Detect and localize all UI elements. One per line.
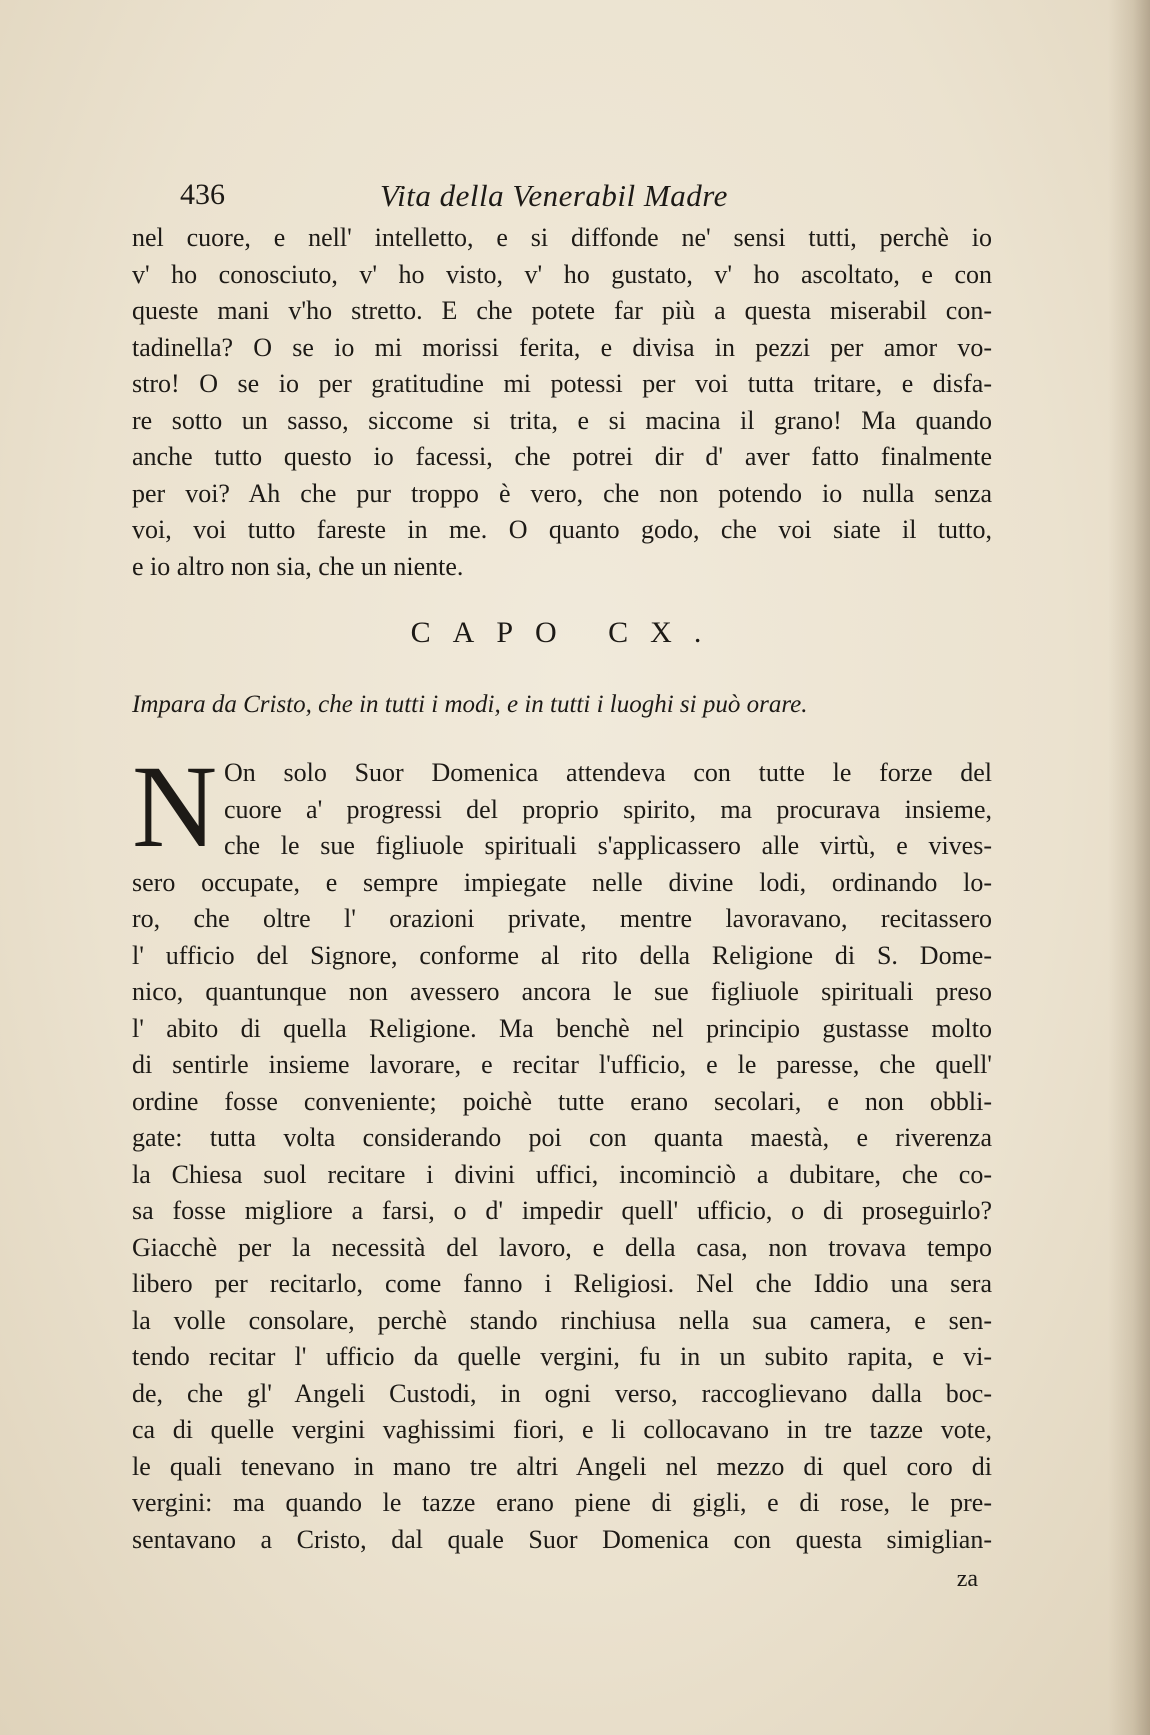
- text-line: e io altro non sia, che un niente.: [132, 551, 464, 581]
- text-line: cuore a' progressi del proprio spirito, ma procurava insieme,: [224, 794, 992, 824]
- running-title: Vita della Venerabil Madre: [380, 178, 728, 213]
- opening-paragraph: [132, 220, 992, 585]
- text-line: la Chiesa suol recitare i divini uffici, incominciò a dubitare, che co-: [132, 1159, 992, 1189]
- chapter-heading: CAPO CX.: [410, 616, 724, 649]
- text-line: le quali tenevano in mano tre altri Angeli nel mezzo di quel coro di: [132, 1451, 992, 1481]
- text-line: vergini: ma quando le tazze erano piene di gigli, e di rose, le pre-: [132, 1488, 992, 1517]
- text-line: gate: tutta volta considerando poi con quanta maestà, e riverenza: [132, 1123, 992, 1152]
- text-line: l' abito di quella Religione. Ma benchè nel principio gustasse molto: [132, 1013, 992, 1043]
- text-line: ca di quelle vergini vaghissimi fiori, e li collocavano in tre tazze vote,: [132, 1415, 992, 1444]
- text-line: la volle consolare, perchè stando rinchiusa nella sua camera, e sen-: [132, 1305, 992, 1335]
- text-line: On solo Suor Domenica attendeva con tutte le forze del: [224, 758, 992, 787]
- text-line: stro! O se io per gratitudine mi potessi per voi tutta tritare, e disfa-: [132, 369, 992, 398]
- chapter-subtitle: Impara da Cristo, che in tutti i modi, e in tutti i luoghi si può orare.: [132, 691, 808, 718]
- text-line: ro, che oltre l' orazioni private, mentre lavoravano, recitassero: [132, 904, 992, 933]
- drop-cap: N: [132, 741, 218, 872]
- text-line: ordine fosse conveniente; poichè tutte erano secolari, e non obbli-: [132, 1086, 992, 1116]
- running-head: [132, 178, 992, 220]
- book-page: [132, 178, 992, 1596]
- text-line: libero per recitarlo, come fanno i Religiosi. Nel che Iddio una sera: [132, 1269, 992, 1298]
- text-line: sa fosse migliore a farsi, o d' impedir quell' ufficio, o di proseguirlo?: [132, 1196, 992, 1225]
- text-line: anche tutto questo io facessi, che potrei dir d' aver fatto finalmente: [132, 442, 992, 471]
- text-line: per voi? Ah che pur troppo è vero, che non potendo io nulla senza: [132, 478, 992, 508]
- text-line: l' ufficio del Signore, conforme al rito della Religione di S. Dome-: [132, 940, 992, 970]
- text-line: sentavano a Cristo, dal quale Suor Domenica con questa simiglian-: [132, 1524, 992, 1554]
- text-line: queste mani v'ho stretto. E che potete far più a questa miserabil con-: [132, 296, 992, 325]
- text-line: di sentirle insieme lavorare, e recitar l'ufficio, e le paresse, che quell': [132, 1050, 992, 1079]
- text-line: voi, voi tutto fareste in me. O quanto godo, che voi siate il tutto,: [132, 515, 992, 544]
- text-line: Giacchè per la necessità del lavoro, e della casa, non trovava tempo: [132, 1232, 992, 1262]
- page-edge-shadow: [1108, 0, 1150, 1735]
- chapter-body: [132, 741, 992, 1558]
- text-line: de, che gl' Angeli Custodi, in ogni verso, raccoglievano dalla boc-: [132, 1378, 992, 1408]
- text-line: tadinella? O se io mi morissi ferita, e divisa in pezzi per amor vo-: [132, 332, 992, 362]
- text-line: v' ho conosciuto, v' ho visto, v' ho gustato, v' ho ascoltato, e con: [132, 259, 992, 289]
- text-line: che le sue figliuole spirituali s'applicassero alle virtù, e vives-: [224, 831, 992, 860]
- catchword: za: [956, 1566, 978, 1592]
- text-line: re sotto un sasso, siccome si trita, e si macina il grano! Ma quando: [132, 405, 992, 435]
- text-line: tendo recitar l' ufficio da quelle vergini, fu in un subito rapita, e vi-: [132, 1342, 992, 1371]
- text-line: nel cuore, e nell' intelletto, e si diffonde ne' sensi tutti, perchè io: [132, 223, 992, 252]
- text-line: nico, quantunque non avessero ancora le sue figliuole spirituali preso: [132, 977, 992, 1006]
- page-number: 436: [180, 178, 225, 211]
- text-line: sero occupate, e sempre impiegate nelle divine lodi, ordinando lo-: [132, 867, 992, 897]
